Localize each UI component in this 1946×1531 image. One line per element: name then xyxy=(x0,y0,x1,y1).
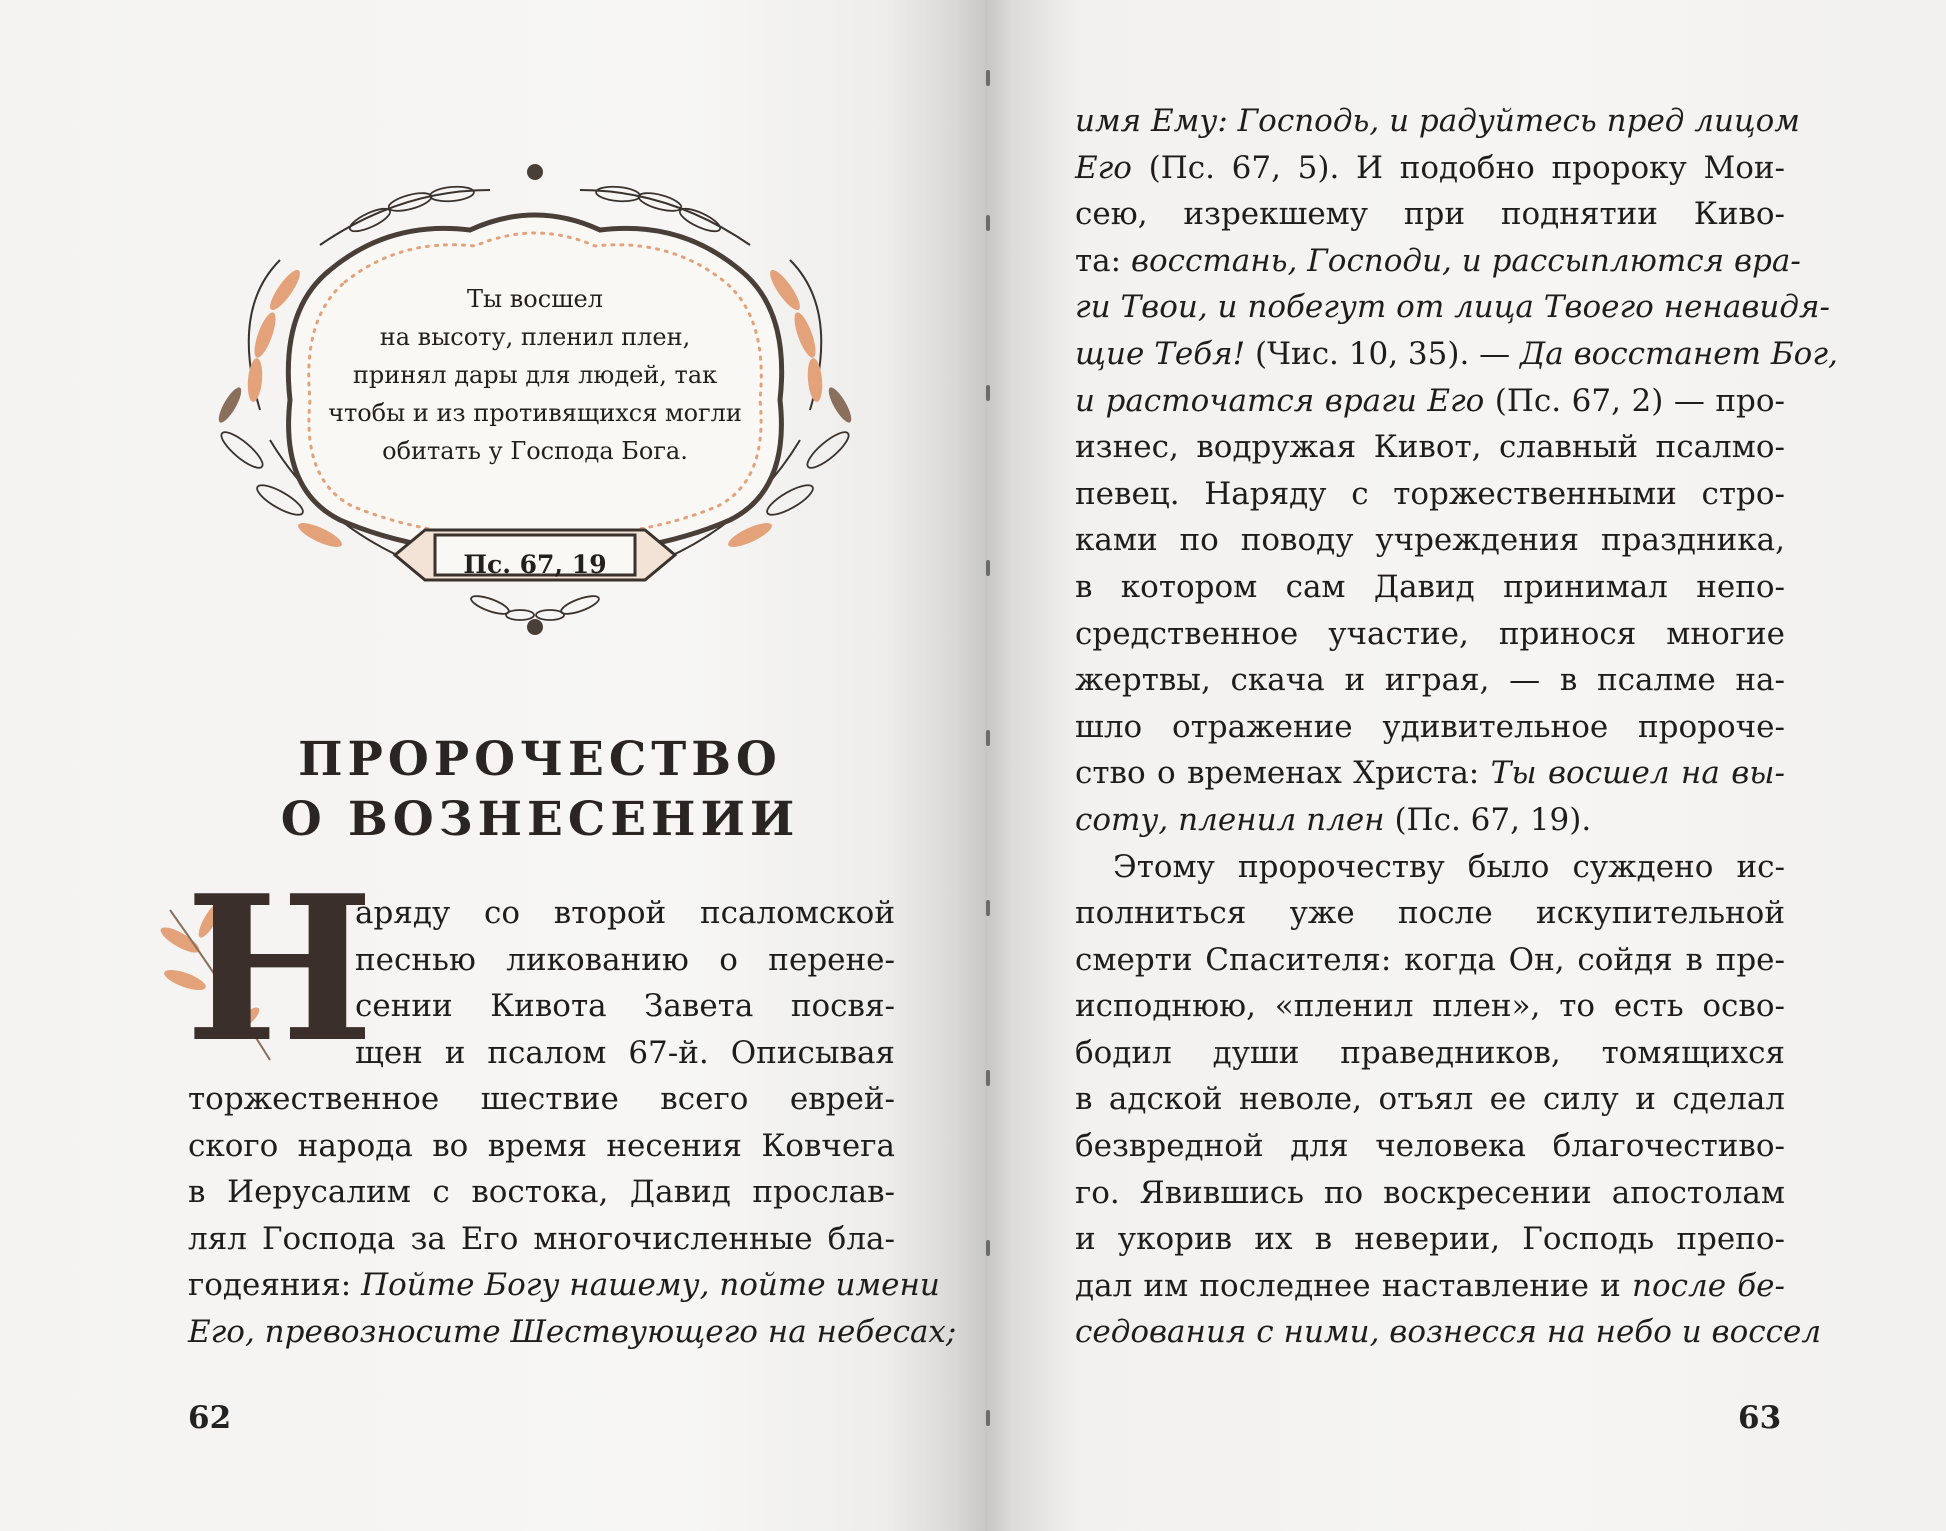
italic-run: Пойте Богу нашему, пойте имени xyxy=(361,1267,940,1304)
text-run: жертвы, скача и играя, — в псалме на- xyxy=(1075,662,1785,699)
text-run: лял Господа за Его многочисленные бла- xyxy=(188,1220,895,1257)
text-line xyxy=(1075,750,1785,797)
italic-run: Его, превозносите Шествующего на небесах; xyxy=(188,1313,957,1350)
text-line xyxy=(1075,378,1785,425)
text-line xyxy=(188,1262,940,1309)
quote-line: на высоту, пленил плен, xyxy=(379,323,691,351)
text-run: (Пс. 67, 5). И подобно пророку Мои- xyxy=(1131,149,1785,186)
text-line xyxy=(188,1123,895,1170)
paragraph-main xyxy=(188,1076,957,1356)
text-line: щен и псалом 67-й. Описывая xyxy=(355,1034,895,1071)
text-run: го. Явившись по воскресении апостолам xyxy=(1075,1174,1785,1211)
text-line xyxy=(1075,1076,1785,1123)
text-run: бодил души праведников, томящихся xyxy=(1075,1034,1785,1071)
text-line xyxy=(1075,331,1838,378)
quote-text xyxy=(310,280,760,470)
text-line xyxy=(1075,704,1785,751)
italic-run: Да восстанет Бог, xyxy=(1520,335,1838,372)
text-run: сею, изрекшему при поднятии Киво- xyxy=(1075,196,1785,233)
italic-run: соту, пленил плен xyxy=(1075,801,1385,838)
text-line xyxy=(1075,890,1785,937)
text-run: та: xyxy=(1075,242,1131,279)
text-line xyxy=(1075,424,1785,471)
italic-run: после бе- xyxy=(1632,1267,1786,1304)
text-run: ство о временах Христа: xyxy=(1075,755,1491,792)
text-line: песнью ликованию о перене- xyxy=(355,941,895,978)
text-run: (Пс. 67, 19). xyxy=(1384,801,1592,838)
drop-cap-letter: Н xyxy=(185,852,374,1087)
text-line xyxy=(1075,657,1785,704)
chapter-title xyxy=(150,730,930,850)
quote-line: обитать у Господа Бога. xyxy=(382,437,688,465)
text-line xyxy=(188,1076,895,1123)
text-line xyxy=(1075,471,1785,518)
text-run: (Чис. 10, 35). — xyxy=(1245,335,1521,372)
text-line xyxy=(1075,1216,1785,1263)
chapter-title-line: О ВОЗНЕСЕНИИ xyxy=(280,792,800,847)
quote-cartouche xyxy=(190,150,880,650)
italic-run: ги Твои, и побегут от лица Твоего ненавидя- xyxy=(1075,289,1830,326)
text-line xyxy=(1075,1263,1785,1310)
text-run: (Пс. 67, 2) — про- xyxy=(1484,382,1785,419)
text-line: аряду со второй псаломской xyxy=(355,895,895,931)
text-line xyxy=(188,1169,895,1216)
italic-run: Ты восшел на вы- xyxy=(1490,755,1786,792)
text-run: безвредной для человека благочестиво- xyxy=(1075,1128,1785,1165)
italic-run: щие Тебя! xyxy=(1075,335,1246,372)
italic-run: имя Ему: Господь, и радуйтесь пред лицом xyxy=(1075,103,1801,139)
text-run: шло отражение удивительное пророче- xyxy=(1075,708,1785,745)
text-line xyxy=(1075,564,1785,611)
quote-line: чтобы и из противящихся могли xyxy=(328,399,742,427)
italic-run: восстань, Господи, и рассыплются вра- xyxy=(1130,242,1801,279)
text-run: средственное участие, принося многие xyxy=(1075,615,1785,652)
text-line xyxy=(1075,1030,1785,1077)
text-run: ками по поводу учреждения праздника, xyxy=(1075,522,1785,559)
text-line xyxy=(1075,145,1785,192)
text-run: смерти Спасителя: когда Он, сойдя в пре- xyxy=(1075,941,1785,978)
text-run: и укорив их в неверии, Господь препо- xyxy=(1075,1221,1785,1258)
text-run: исподнюю, «пленил плен», то есть осво- xyxy=(1075,988,1785,1025)
text-line xyxy=(1075,797,1785,844)
text-run: дал им последнее наставление и xyxy=(1075,1267,1633,1304)
text-line xyxy=(1075,1123,1785,1170)
text-line xyxy=(1075,238,1801,285)
text-run: в адской неволе, отъял ее силу и сделал xyxy=(1075,1081,1785,1118)
text-line xyxy=(1075,98,1801,145)
text-run: изнес, водружая Кивот, славный псалмо- xyxy=(1075,429,1785,466)
text-run: в котором сам Давид принимал непо- xyxy=(1075,568,1785,605)
right-page-text xyxy=(1075,98,1838,1356)
text-line xyxy=(1075,937,1785,984)
text-run: в Иерусалим с востока, Давид прослав- xyxy=(188,1174,895,1211)
page-number: 63 xyxy=(1738,1400,1782,1436)
text-line xyxy=(1075,284,1830,331)
text-run: певец. Наряду с торжественными стро- xyxy=(1075,475,1785,512)
quote-line: Ты восшел xyxy=(467,285,603,313)
italic-run: седования с ними, вознесся на небо и воссел xyxy=(1075,1314,1822,1351)
text-line xyxy=(1075,844,1785,891)
text-line xyxy=(1075,1170,1785,1217)
text-run: ского народа во время несения Ковчега xyxy=(188,1127,895,1164)
quote-reference: Пс. 67, 19 xyxy=(463,550,607,579)
text-line: сении Кивота Завета посвя- xyxy=(355,988,895,1025)
text-line xyxy=(1075,517,1785,564)
text-run: полниться уже после искупительной xyxy=(1075,895,1785,932)
drop-cap xyxy=(150,852,374,1087)
italic-run: Его xyxy=(1075,149,1132,186)
paragraph-intro xyxy=(355,890,895,1076)
page-number: 62 xyxy=(188,1400,232,1436)
binding-stitches xyxy=(978,40,1002,1500)
text-run: годеяния: xyxy=(188,1267,362,1304)
text-line xyxy=(1075,983,1785,1030)
quote-line: принял дары для людей, так xyxy=(352,361,718,389)
text-line xyxy=(188,1309,957,1356)
text-line xyxy=(188,1216,895,1263)
text-run: торжественное шествие всего еврей- xyxy=(188,1081,895,1117)
text-run: Этому пророчеству было суждено ис- xyxy=(1113,848,1785,885)
text-line xyxy=(1075,1309,1822,1356)
text-line xyxy=(1075,611,1785,658)
text-line xyxy=(1075,191,1785,238)
italic-run: и расточатся враги Его xyxy=(1075,382,1485,419)
chapter-title-line: ПРОРОЧЕСТВО xyxy=(298,732,782,787)
